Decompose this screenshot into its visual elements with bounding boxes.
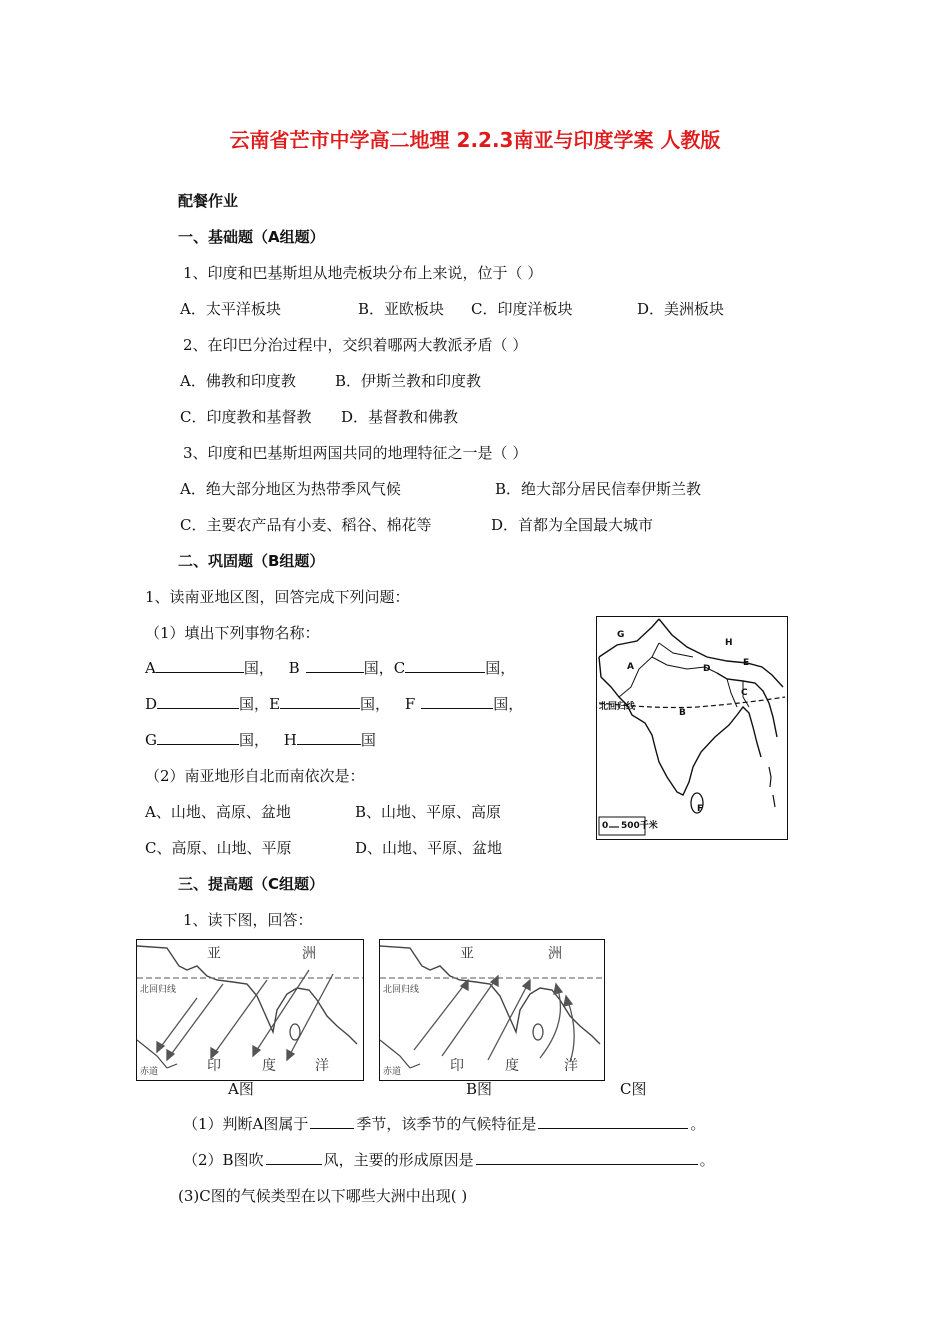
option-b2-d: D、山地、平原、盆地: [355, 839, 503, 857]
question-a1: 1、印度和巴基斯坦从地壳板块分布上来说，位于（ ）: [183, 264, 543, 282]
map-b-ocean-1: 印: [450, 1058, 464, 1074]
label-f: F: [404, 695, 416, 713]
label-g: G: [145, 731, 157, 749]
map-letter-e: E: [743, 658, 750, 668]
scale-zero: 0: [602, 821, 609, 831]
question-b1-sub1: （1）填出下列事物名称：: [145, 624, 320, 642]
map-letter-a: A: [627, 662, 634, 672]
homework-heading: 配餐作业: [178, 192, 239, 210]
map-a-equator: 赤道: [140, 1067, 159, 1077]
scale-label: 500千米: [621, 821, 658, 831]
monsoon-map-b: [379, 939, 605, 1081]
option-a3-d: D．首都为全国最大城市: [491, 516, 654, 534]
tropic-label: 北回归线: [599, 702, 636, 712]
blank-f[interactable]: [421, 694, 493, 709]
map-letter-g: G: [617, 630, 625, 640]
question-c1-sub1: （1）判断A图属于 季节，该季节的气候特征是 。: [183, 1115, 706, 1133]
blank-wind[interactable]: [266, 1150, 322, 1165]
question-a3: 3、印度和巴基斯坦两国共同的地理特征之一是（ ）: [183, 444, 528, 462]
map-b-zhou: 洲: [548, 946, 562, 962]
label-h: H: [283, 731, 297, 749]
option-a3-a: A．绝大部分地区为热带季风气候: [180, 480, 401, 498]
fill-row-1: A 国， B 国，C 国，: [145, 659, 516, 677]
option-a3-b: B．绝大部分居民信奉伊斯兰教: [495, 480, 702, 498]
label-d: D: [145, 695, 158, 713]
map-b-ocean-3: 洋: [564, 1058, 578, 1074]
question-c1-sub2: （2）B图吹 风，主要的形成原因是 。: [183, 1151, 715, 1169]
blank-h[interactable]: [297, 730, 361, 745]
page-title: 云南省芒市中学高二地理 2.2.3南亚与印度学案 人教版: [229, 128, 721, 152]
map-letter-f: F: [697, 804, 704, 814]
map-a-asia: 亚: [207, 946, 221, 962]
option-a1-c: C．印度洋板块: [471, 300, 573, 318]
option-b2-b: B、山地、平原、高原: [355, 803, 502, 821]
question-c1: 1、读下图，回答：: [183, 911, 313, 929]
option-a2-c: C．印度教和基督教: [180, 408, 312, 426]
question-a2: 2、在印巴分治过程中，交织着哪两大教派矛盾（ ）: [183, 336, 528, 354]
blank-season[interactable]: [310, 1114, 354, 1129]
question-b1: 1、读南亚地区图，回答完成下列问题：: [145, 588, 410, 606]
map-a-tropic: 北回归线: [140, 985, 177, 995]
option-b2-c: C、高原、山地、平原: [145, 839, 292, 857]
option-b2-a: A、山地、高原、盆地: [145, 803, 291, 821]
south-asia-map: [596, 616, 788, 840]
fill-row-2: D 国，E 国， F 国，: [145, 695, 524, 713]
map-letter-c: C: [741, 688, 748, 698]
blank-d[interactable]: [157, 694, 239, 709]
label-a: A: [145, 659, 156, 677]
caption-a: A图: [228, 1080, 254, 1098]
map-b-tropic: 北回归线: [383, 985, 420, 995]
option-a1-a: A．太平洋板块: [180, 300, 281, 318]
caption-b: B图: [466, 1080, 493, 1098]
option-a2-d: D．基督教和佛教: [341, 408, 459, 426]
monsoon-map-a: [136, 939, 364, 1081]
label-e: E: [269, 695, 281, 713]
blank-a[interactable]: [156, 658, 244, 673]
map-a-zhou: 洲: [302, 946, 316, 962]
map-b-equator: 赤道: [383, 1067, 402, 1077]
question-b1-sub2: （2）南亚地形自北而南依次是：: [145, 767, 365, 785]
map-a-ocean-1: 印: [207, 1058, 221, 1074]
blank-g[interactable]: [157, 730, 239, 745]
map-b-asia: 亚: [460, 946, 474, 962]
blank-e[interactable]: [280, 694, 360, 709]
section-a-heading: 一、基础题（A组题）: [178, 228, 325, 246]
blank-reason[interactable]: [476, 1150, 698, 1165]
map-a-ocean-3: 洋: [315, 1058, 329, 1074]
section-b-heading: 二、巩固题（B组题）: [178, 552, 325, 570]
option-a1-d: D．美洲板块: [637, 300, 725, 318]
option-a1-b: B．亚欧板块: [358, 300, 445, 318]
map-letter-b: B: [679, 708, 686, 718]
fill-row-3: G 国， H 国: [145, 731, 376, 749]
caption-c: C图: [620, 1080, 647, 1098]
label-c: C: [393, 659, 406, 677]
blank-b[interactable]: [306, 658, 364, 673]
blank-c[interactable]: [405, 658, 485, 673]
map-a-ocean-2: 度: [262, 1058, 276, 1074]
section-c-heading: 三、提高题（C组题）: [178, 875, 325, 893]
option-a3-c: C．主要农产品有小麦、稻谷、棉花等: [180, 516, 432, 534]
map-letter-d: D: [703, 664, 711, 674]
map-b-ocean-2: 度: [505, 1058, 519, 1074]
option-a2-a: A．佛教和印度教: [180, 372, 296, 390]
option-a2-b: B．伊斯兰教和印度教: [335, 372, 482, 390]
blank-climate-feature[interactable]: [538, 1114, 688, 1129]
label-b: B: [288, 659, 300, 677]
question-c1-sub3: (3)C图的气候类型在以下哪些大洲中出现( ): [178, 1187, 468, 1205]
map-letter-h: H: [725, 638, 733, 648]
